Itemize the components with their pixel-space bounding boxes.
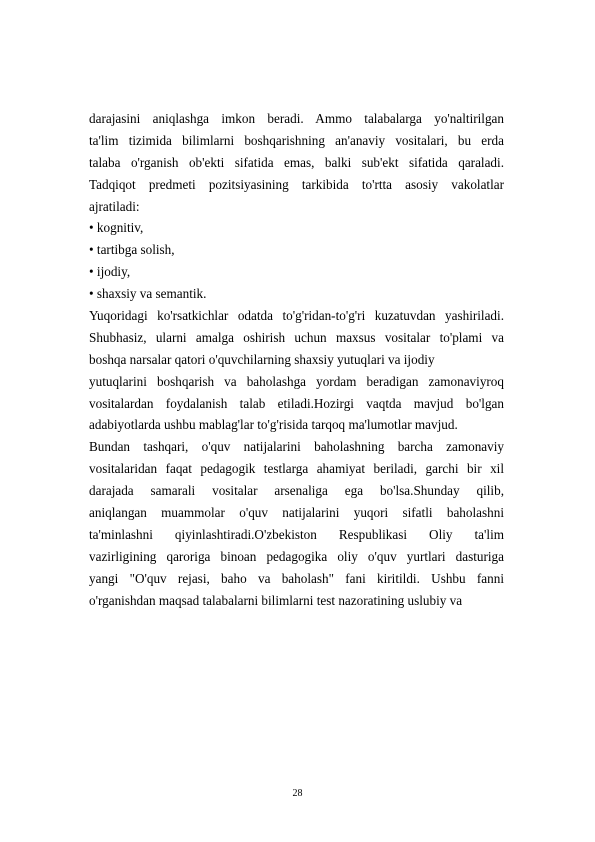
text-line: adabiyotlarda ushbu mablag'lar to'g'risida tarqoq ma'lumotlar mavjud. [89, 417, 458, 433]
text-line: o'rganishdan maqsad talabalarni bilimlarni test nazoratining uslubiy va [89, 592, 463, 608]
text-line: Tadqiqot predmeti pozitsiyasining tarkibida to'rtta asosiy vakolatlar [89, 176, 504, 192]
text-line: yutuqlarini boshqarish va baholashga yordam beradigan zamonaviyroq [89, 373, 504, 389]
text-line: Bundan tashqari, o'quv natijalarini baholashning barcha zamonaviy [89, 439, 504, 455]
text-line: • tartibga solish, [89, 242, 175, 258]
page-number: 28 [292, 788, 303, 799]
text-line: • shaxsiy va semantik. [89, 286, 207, 302]
text-line: boshqa narsalar qatori o'quvchilarning shaxsiy yutuqlari va ijodiy [89, 351, 435, 367]
text-line: ta'lim tizimida bilimlarni boshqarishning an'anaviy vositalari, bu erda [89, 132, 504, 148]
text-line: vositalardan foydalanish talab etiladi.Hozirgi vaqtda mavjud bo'lgan [89, 395, 504, 411]
body-text [89, 108, 504, 611]
text-line: Shubhasiz, ularni amalga oshirish uchun maxsus vositalar to'plami va [89, 329, 504, 345]
text-line: • kognitiv, [89, 220, 144, 236]
text-line: ta'minlashni qiyinlashtiradi.O'zbekiston Respublikasi Oliy ta'lim [89, 526, 504, 542]
text-line: ajratiladi: [89, 198, 140, 214]
text-line: • ijodiy, [89, 264, 131, 280]
text-line: darajasini aniqlashga imkon beradi. Ammo talabalarga yo'naltirilgan [89, 111, 504, 126]
text-line: yangi "O'quv rejasi, baho va baholash" fani kiritildi. Ushbu fanni [89, 570, 504, 586]
text-line: vazirligining qaroriga binoan pedagogika oliy o'quv yurtlari dasturiga [89, 548, 504, 564]
text-line: vositalaridan faqat pedagogik testlarga ahamiyat beriladi, garchi bir xil [89, 461, 504, 477]
text-line: darajada samarali vositalar arsenaliga ega bo'lsa.Shunday qilib, [89, 483, 504, 499]
text-line: Yuqoridagi ko'rsatkichlar odatda to'g'ridan-to'g'ri kuzatuvdan yashiriladi. [89, 308, 504, 324]
text-line: talaba o'rganish ob'ekti sifatida emas, balki sub'ekt sifatida qaraladi. [89, 154, 504, 170]
text-line: aniqlangan muammolar o'quv natijalarini yuqori sifatli baholashni [89, 505, 504, 521]
